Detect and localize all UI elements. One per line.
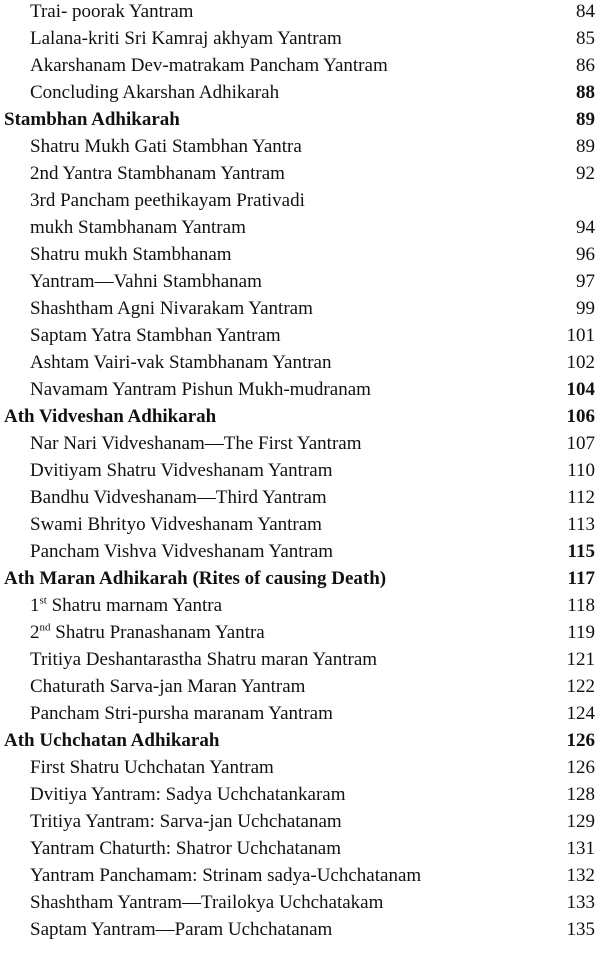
toc-entry-title: Trai- poorak Yantram — [30, 1, 194, 22]
toc-entry-title-text: Shatru Pranashanam Yantra — [50, 622, 265, 643]
toc-entry — [0, 460, 600, 487]
toc-entry-title: Yantram Panchamam: Strinam sadya-Uchchatanam — [30, 865, 422, 886]
toc-page-number: 119 — [567, 622, 595, 643]
toc-page-number: 129 — [566, 811, 595, 832]
toc-entry-title — [30, 622, 265, 644]
toc-entry-title: Akarshanam Dev-matrakam Pancham Yantram — [30, 55, 388, 76]
toc-page-number: 85 — [576, 28, 595, 49]
toc-entry-title-text: Shatru marnam Yantra — [46, 595, 223, 616]
toc-page-number: 132 — [566, 865, 595, 886]
toc-entry-ordinal-suffix: nd — [39, 621, 51, 634]
toc-page-number: 107 — [566, 433, 595, 454]
toc-entry — [0, 271, 600, 298]
toc-entry — [0, 28, 600, 55]
toc-entry-title: Shatru Mukh Gati Stambhan Yantra — [30, 136, 302, 157]
toc-section-heading — [0, 109, 600, 136]
toc-entry-title: Nar Nari Vidveshanam—The First Yantram — [30, 433, 362, 454]
toc-page-number: 126 — [566, 730, 595, 751]
toc-entry — [0, 1, 600, 28]
toc-entry-title: Pancham Stri-pursha maranam Yantram — [30, 703, 333, 724]
toc-entry-title: Dvitiyam Shatru Vidveshanam Yantram — [30, 460, 333, 481]
toc-page-number: 128 — [566, 784, 595, 805]
toc-entry-title: Bandhu Vidveshanam—Third Yantram — [30, 487, 327, 508]
toc-entry-title: Yantram Chaturth: Shatror Uchchatanam — [30, 838, 341, 859]
toc-entry — [0, 244, 600, 271]
toc-entry — [0, 136, 600, 163]
toc-entry-title — [30, 595, 222, 617]
toc-page-number: 118 — [567, 595, 595, 616]
toc-entry-title: Stambhan Adhikarah — [4, 109, 180, 130]
toc-page-number: 112 — [567, 487, 595, 508]
toc-page-number: 104 — [566, 379, 595, 400]
toc-entry — [0, 298, 600, 325]
toc-page-number: 117 — [567, 568, 595, 589]
toc-entry-title: mukh Stambhanam Yantram — [30, 217, 246, 238]
toc-entry-title: Tritiya Deshantarastha Shatru maran Yantram — [30, 649, 378, 670]
toc-entry — [0, 865, 600, 892]
toc-entry-title: Yantram—Vahni Stambhanam — [30, 271, 262, 292]
toc-entry — [0, 595, 600, 622]
toc-entry — [0, 757, 600, 784]
toc-section-heading — [0, 568, 600, 595]
toc-entry-ordinal-suffix: st — [39, 594, 47, 607]
toc-entry-title: Tritiya Yantram: Sarva-jan Uchchatanam — [30, 811, 342, 832]
toc-page-number: 126 — [566, 757, 595, 778]
toc-entry-title: Saptam Yantram—Param Uchchatanam — [30, 919, 333, 940]
toc-entry-ordinal: 1 — [30, 595, 40, 616]
toc-page-number: 110 — [567, 460, 595, 481]
toc-page-number: 97 — [576, 271, 595, 292]
toc-page-number: 106 — [566, 406, 595, 427]
toc-entry — [0, 82, 600, 109]
toc-page-number: 96 — [576, 244, 595, 265]
toc-page-number: 84 — [576, 1, 595, 22]
toc-entry-title: 3rd Pancham peethikayam Prativadi — [30, 190, 305, 211]
toc-entry — [0, 190, 600, 217]
toc-page-number: 101 — [566, 325, 595, 346]
toc-page-number: 86 — [576, 55, 595, 76]
toc-entry — [0, 217, 600, 244]
toc-entry-title: Shashtham Yantram—Trailokya Uchchatakam — [30, 892, 384, 913]
toc-entry — [0, 379, 600, 406]
toc-entry-title: Shashtham Agni Nivarakam Yantram — [30, 298, 313, 319]
toc-entry-title: Ashtam Vairi-vak Stambhanam Yantran — [30, 352, 332, 373]
toc-page-number: 124 — [566, 703, 595, 724]
toc-entry — [0, 838, 600, 865]
toc-entry — [0, 487, 600, 514]
toc-entry — [0, 55, 600, 82]
toc-entry — [0, 703, 600, 730]
toc-entry — [0, 892, 600, 919]
toc-entry — [0, 919, 600, 946]
toc-entry-title: Shatru mukh Stambhanam — [30, 244, 232, 265]
toc-section-heading — [0, 730, 600, 757]
toc-entry-title: Lalana-kriti Sri Kamraj akhyam Yantram — [30, 28, 342, 49]
toc-entry-title: Pancham Vishva Vidveshanam Yantram — [30, 541, 334, 562]
toc-page-number: 113 — [567, 514, 595, 535]
toc-page-number: 94 — [576, 217, 595, 238]
toc-page-number: 92 — [576, 163, 595, 184]
toc-entry-title: 2nd Yantra Stambhanam Yantram — [30, 163, 285, 184]
toc-entry — [0, 622, 600, 649]
toc-page-number: 135 — [566, 919, 595, 940]
toc-entry — [0, 352, 600, 379]
toc-page-number: 131 — [566, 838, 595, 859]
toc-entry-title: Ath Maran Adhikarah (Rites of causing Death) — [4, 568, 387, 589]
toc-page-number: 88 — [576, 82, 595, 103]
toc-section-heading — [0, 406, 600, 433]
toc-entry — [0, 811, 600, 838]
toc-entry-title: Dvitiya Yantram: Sadya Uchchatankaram — [30, 784, 346, 805]
toc-page-number: 102 — [566, 352, 595, 373]
toc-entry-ordinal: 2 — [30, 622, 40, 643]
toc-entry-title: Ath Uchchatan Adhikarah — [4, 730, 220, 751]
toc-entry — [0, 514, 600, 541]
toc-entry-title: Navamam Yantram Pishun Mukh-mudranam — [30, 379, 371, 400]
toc-entry-title: First Shatru Uchchatan Yantram — [30, 757, 274, 778]
toc-entry-title: Saptam Yatra Stambhan Yantram — [30, 325, 281, 346]
toc-page-number: 133 — [566, 892, 595, 913]
toc-page-number: 115 — [567, 541, 595, 562]
toc-entry-title: Swami Bhrityo Vidveshanam Yantram — [30, 514, 322, 535]
toc-page-number: 89 — [576, 136, 595, 157]
toc-entry-title: Concluding Akarshan Adhikarah — [30, 82, 280, 103]
toc-entry — [0, 541, 600, 568]
toc-entry — [0, 676, 600, 703]
toc-page-number: 122 — [566, 676, 595, 697]
toc-entry — [0, 163, 600, 190]
toc-entry — [0, 649, 600, 676]
toc-page-number: 121 — [566, 649, 595, 670]
toc-page-number: 99 — [576, 298, 595, 319]
toc-entry — [0, 325, 600, 352]
toc-entry-title: Chaturath Sarva-jan Maran Yantram — [30, 676, 306, 697]
toc-entry — [0, 433, 600, 460]
toc-entry-title: Ath Vidveshan Adhikarah — [4, 406, 217, 427]
toc-page-number: 89 — [576, 109, 595, 130]
toc-entry — [0, 784, 600, 811]
